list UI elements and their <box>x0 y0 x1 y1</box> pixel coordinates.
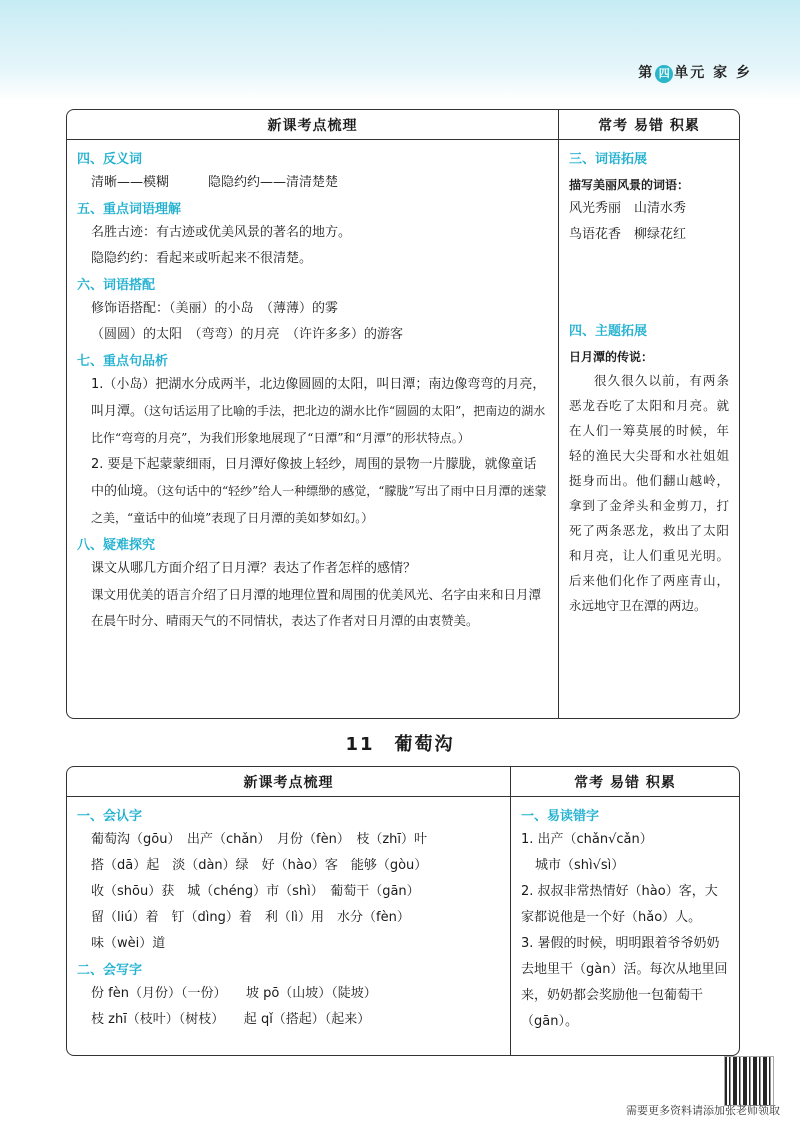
box-header-right: 常考 易错 积累 <box>598 117 700 134</box>
recognize-line-2: 搭（dā）起 淡（dàn）绿 好（hào）客 能够（gòu） <box>91 858 428 873</box>
section-key-sentences: 七、重点句品析 <box>77 354 169 369</box>
write-line-2: 枝 zhī（枝叶）（树枝） 起 qǐ（搭起）（起来） <box>91 1012 371 1027</box>
right-column <box>559 140 739 718</box>
section-inquiry: 八、疑难探究 <box>77 538 156 553</box>
box-header-left: 新课考点梳理 <box>67 110 559 139</box>
top-banner <box>0 0 800 100</box>
sentence-item-1 <box>77 372 548 452</box>
collocation-line-1: 修饰语搭配：（美丽）的小岛 （薄薄）的雾 <box>91 301 339 316</box>
summary-box-1 <box>66 109 740 719</box>
right-column <box>511 797 739 1055</box>
scenery-words-2: 鸟语花香 柳绿花红 <box>569 227 687 242</box>
left-column <box>67 140 559 718</box>
section-theme-expansion: 四、主题拓展 <box>569 324 648 339</box>
section-antonyms: 四、反义词 <box>77 152 143 167</box>
inquiry-question: 课文从哪几方面介绍了日月潭？表达了作者怎样的感情？ <box>91 561 417 576</box>
lesson-title: 11 葡萄沟 <box>345 734 455 755</box>
sentence-2-note: （这句话中的“轻纱”给人一种缥缈的感觉，“朦胧”写出了雨中日月潭的迷蒙之美，“童话中的仙境”表现了日月潭的美如梦如幻。） <box>91 484 547 525</box>
sentence-1-text: 1.（小岛）把湖水分成两半，北边像圆圆的太阳，叫日潭；南边像弯弯的月亮，叫月潭。 <box>91 377 546 419</box>
inquiry-answer: 课文用优美的语言介绍了日月潭的地理位置和周围的优美风光、名字由来和日月潭在晨午时分、晴雨天气的不同情状，表达了作者对日月潭的由衷赞美。 <box>91 587 542 628</box>
misread-3: 3. 暑假的时候，明明跟着爷爷奶奶去地里干（gàn）活。每次从地里回来，奶奶都会奖励他一包葡萄干（gān）。 <box>521 936 728 1029</box>
section-word-expansion: 三、词语拓展 <box>569 152 648 167</box>
section-misread-chars: 一、易读错字 <box>521 809 600 824</box>
recognize-line-1: 葡萄沟（gōu） 出产（chǎn） 月份（fèn） 枝（zhī）叶 <box>91 832 428 847</box>
box-header <box>67 767 739 797</box>
box-header-right: 常考 易错 积累 <box>574 774 676 791</box>
box-header-left: 新课考点梳理 <box>67 767 511 796</box>
misread-1b: 城市（shì√sì） <box>535 858 625 873</box>
key-word-1: 名胜古迹：有古迹或优美风景的著名的地方。 <box>91 225 352 240</box>
section-recognize-chars: 一、会认字 <box>77 809 143 824</box>
recognize-line-3: 收（shōu）获 城（chéng）市（shì） 葡萄干（gān） <box>91 884 420 899</box>
collocation-line-2: （圆圆）的太阳 （弯弯）的月亮 （许许多多）的游客 <box>91 327 404 342</box>
recognize-line-5: 味（wèi）道 <box>91 936 166 951</box>
unit-prefix: 第 <box>638 65 655 81</box>
box-header <box>67 110 739 140</box>
unit-label <box>638 62 752 83</box>
legend-story: 很久很久以前，有两条恶龙吞吃了太阳和月亮。就在人们一筹莫展的时候，年轻的渔民大尖哥和水社姐姐挺身而出。他们翻山越岭，拿到了金斧头和金剪刀，打死了两条恶龙，救出了太阳和月亮，让人们重见光明。后来他们化作了两座青山，永远地守卫在潭的两边。 <box>569 373 729 613</box>
section-collocations: 六、词语搭配 <box>77 278 156 293</box>
sentence-2-text: 2. 要是下起蒙蒙细雨，日月潭好像披上轻纱，周围的景物一片朦胧，就像童话中的仙境。 <box>91 457 537 499</box>
left-column <box>67 797 511 1055</box>
summary-box-2 <box>66 766 740 1056</box>
write-line-1: 份 fèn（月份）（一份） 坡 pō（山坡）（陡坡） <box>91 986 377 1001</box>
qr-code <box>724 1056 774 1106</box>
unit-suffix: 单元 家 乡 <box>674 65 752 81</box>
unit-number-badge: 四 <box>655 65 673 83</box>
misread-1a: 1. 出产（chǎn√cǎn） <box>521 832 653 847</box>
misread-2: 2. 叔叔非常热情好（hào）客，大家都说他是一个好（hǎo）人。 <box>521 884 718 925</box>
section-key-words: 五、重点词语理解 <box>77 202 182 217</box>
recognize-line-4: 留（liú）着 钉（dìng）着 利（lì）用 水分（fèn） <box>91 910 410 925</box>
section-write-chars: 二、会写字 <box>77 963 143 978</box>
word-expansion-subtitle: 描写美丽风景的词语： <box>569 178 690 192</box>
footer-note: 需要更多资料请添加张老师领取 <box>626 1104 780 1117</box>
scenery-words-1: 风光秀丽 山清水秀 <box>569 201 687 216</box>
key-word-2: 隐隐约约：看起来或听起来不很清楚。 <box>91 251 313 266</box>
sentence-1-note: （这句话运用了比喻的手法，把北边的湖水比作“圆圆的太阳”，把南边的湖水比作“弯弯的月亮”，为我们形象地展现了“日潭”和“月潭”的形状特点。） <box>91 404 546 445</box>
legend-subtitle: 日月潭的传说： <box>569 350 654 364</box>
sentence-item-2 <box>77 452 548 532</box>
antonyms-line: 清晰——模糊 隐隐约约——清清楚楚 <box>91 175 339 190</box>
